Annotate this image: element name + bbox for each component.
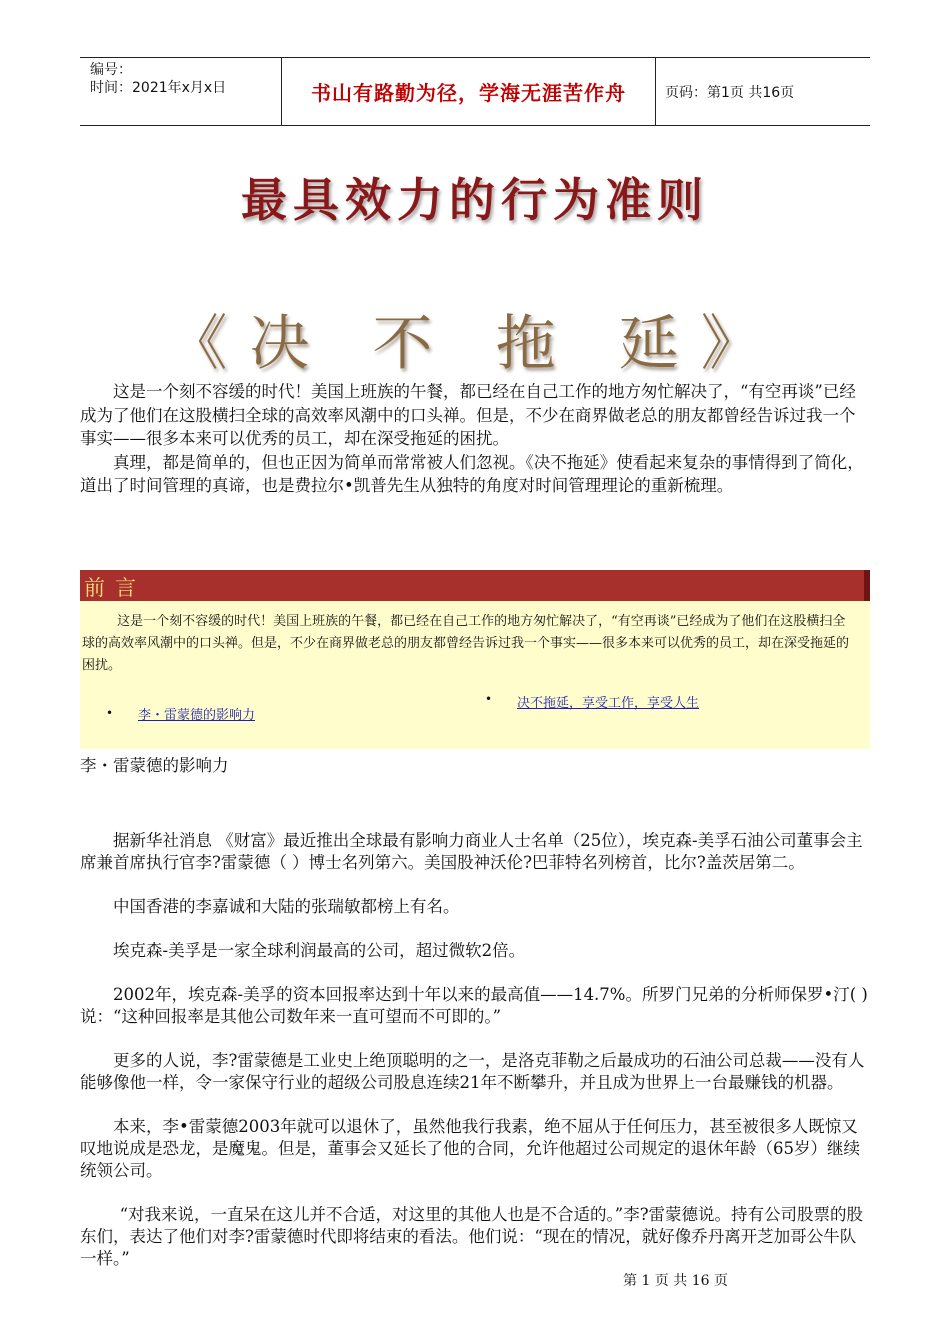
body-paragraph: 本来，李•雷蒙德2003年就可以退休了，虽然他我行我素，绝不屈从于任何压力，甚至被很多人既惊又叹地说成是恐龙，是魔鬼。但是，董事会又延长了他的合同，允许他超过公司规定的退休年龄（65岁）继续统领公司。 bbox=[80, 1117, 860, 1180]
header-info-cell bbox=[80, 58, 282, 125]
preface-text: 这是一个刻不容缓的时代！美国上班族的午餐，都已经在自己工作的地方匆忙解决了，“有空再谈”已经成为了他们在这股横扫全球的高效率风潮中的口头禅。但是，不少在商界做老总的朋友都曾经告诉过我一个事实——很多本来可以优秀的员工，却在深受拖延的困扰。 bbox=[82, 614, 850, 673]
header-page-code: 页码：第1页 共16页 bbox=[665, 84, 795, 101]
body-paragraph: 中国香港的李嘉诚和大陆的张瑞敏都榜上有名。 bbox=[113, 897, 460, 916]
link-never-delay[interactable]: 决不拖延，享受工作，享受人生 bbox=[517, 696, 700, 711]
bullet-icon: • bbox=[106, 706, 114, 720]
preface-heading: 前言 bbox=[84, 576, 146, 600]
body-section bbox=[80, 830, 870, 1292]
document-title: 最具效力的行为准则 bbox=[241, 173, 709, 227]
document-subtitle: 《决 不 拖 延》 bbox=[167, 309, 783, 379]
header-table bbox=[80, 57, 870, 126]
body-paragraph: 埃克森-美孚是一家全球利润最高的公司，超过微软2倍。 bbox=[113, 941, 526, 960]
section-title: 李・雷蒙德的影响力 bbox=[80, 756, 229, 775]
preface-heading-bar bbox=[80, 570, 870, 601]
number-label: 编号： bbox=[90, 62, 132, 78]
body-paragraph: 据新华社消息 《财富》最近推出全球最有影响力商业人士名单（25位），埃克森-美孚石油公司董事会主席兼首席执行官李?雷蒙德（ ）博士名列第六。美国股神沃伦?巴菲特名列榜首，比尔?盖茨居第二。 bbox=[80, 831, 863, 872]
preface-box bbox=[80, 601, 870, 749]
intro-section bbox=[80, 380, 870, 498]
link-li-raymond[interactable]: 李・雷蒙德的影响力 bbox=[138, 708, 256, 723]
body-paragraph: 更多的人说，李?雷蒙德是工业史上绝顶聪明的之一，是洛克菲勒之后最成功的石油公司总裁——没有人能够像他一样，令一家保守行业的超级公司股息连续21年不断攀升，并且成为世界上一台最赚钱的机器。 bbox=[80, 1051, 865, 1092]
body-paragraph: “对我来说，一直呆在这儿并不合适，对这里的其他人也是不合适的。”李?雷蒙德说。持有公司股票的股东们，表达了他们对李?雷蒙德时代即将结束的看法。他们说：“现在的情况，就好像乔丹离开芝加哥公牛队一样。” bbox=[80, 1205, 864, 1268]
bullet-icon: • bbox=[485, 692, 493, 706]
page-footer: 第 1 页 共 16 页 bbox=[623, 1273, 728, 1289]
header-motto: 书山有路勤为径，学海无涯苦作舟 bbox=[282, 58, 656, 125]
intro-paragraph: 真理，都是简单的，但也正因为简单而常常被人们忽视。《决不拖延》使看起来复杂的事情得到了简化，道出了时间管理的真谛，也是费拉尔•凯普先生从独特的角度对时间管理理论的重新梳理。 bbox=[80, 452, 864, 495]
time-label: 时间：2021年x月x日 bbox=[90, 80, 227, 96]
body-paragraph: 2002年，埃克森-美孚的资本回报率达到十年以来的最高值——14.7%。所罗门兄弟的分析师保罗•汀( )说：“这种回报率是其他公司数年来一直可望而不可即的。” bbox=[80, 985, 868, 1026]
intro-paragraph: 这是一个刻不容缓的时代！美国上班族的午餐，都已经在自己工作的地方匆忙解决了，“有空再谈”已经成为了他们在这股横扫全球的高效率风潮中的口头禅。但是，不少在商界做老总的朋友都曾经告诉过我一个事实——很多本来可以优秀的员工，却在深受拖延的困扰。 bbox=[80, 382, 856, 448]
